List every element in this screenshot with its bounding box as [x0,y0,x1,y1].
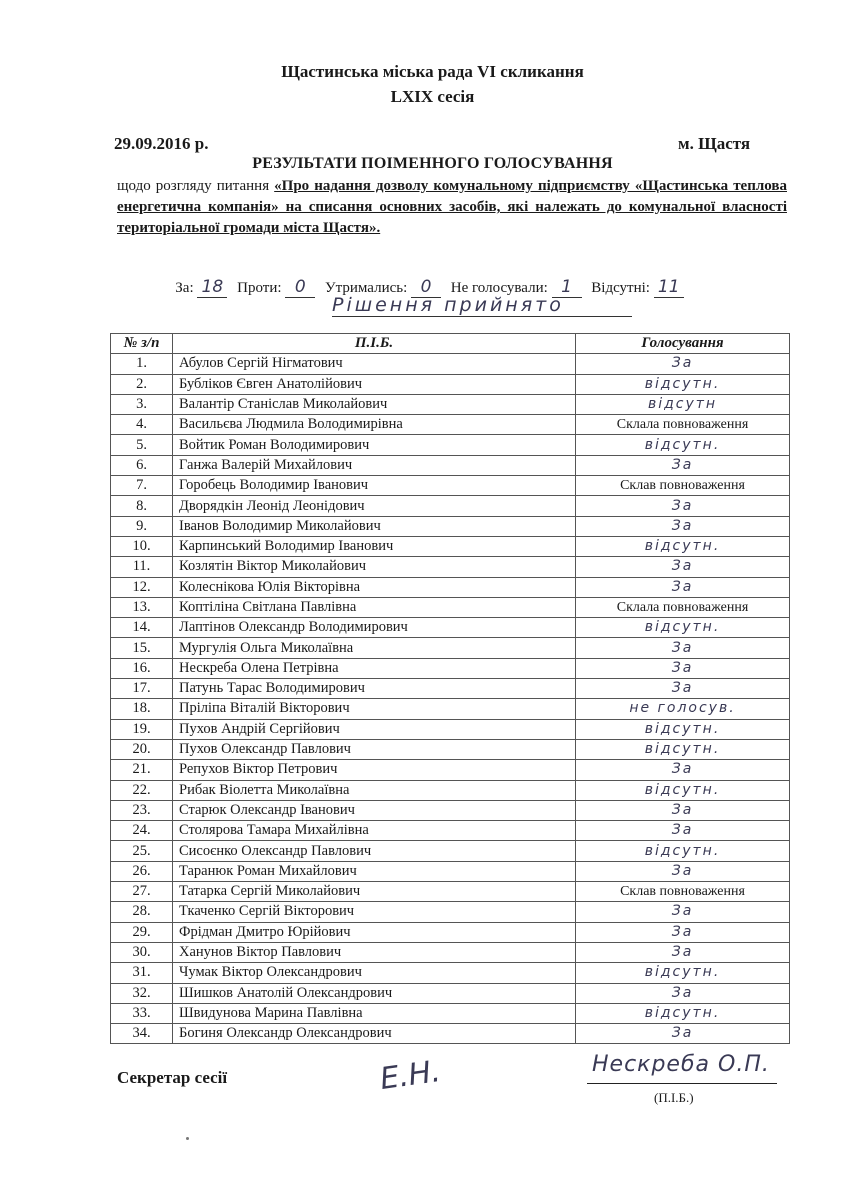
table-row [111,861,790,881]
table-row [111,983,790,1003]
row-name: Репухов Віктор Петрович [173,760,576,780]
secretary-signature: Е.Н. [377,1053,443,1098]
row-name: Столярова Тамара Михайлівна [173,821,576,841]
table-row [111,739,790,759]
row-vote: Склала повноваження [576,597,790,617]
row-number: 32. [111,983,173,1003]
row-number: 34. [111,1024,173,1044]
council-title: Щастинська міська рада VI скликання [281,62,584,81]
row-vote: За [576,658,790,678]
document-city: м. Щастя [678,134,751,153]
row-name: Ганжа Валерій Михайлович [173,455,576,475]
table-row [111,638,790,658]
row-number: 29. [111,922,173,942]
table-row [111,1003,790,1023]
table-row [111,597,790,617]
row-number: 22. [111,780,173,800]
row-name: Патунь Тарас Володимирович [173,679,576,699]
row-name: Колеснікова Юлія Вікторівна [173,577,576,597]
row-vote: Склав повноваження [576,476,790,496]
row-number: 30. [111,942,173,962]
row-number: 12. [111,577,173,597]
table-row [111,658,790,678]
against-value: 0 [285,277,315,298]
row-vote: відсутн. [576,963,790,983]
results-title: РЕЗУЛЬТАТИ ПОІМЕННОГО ГОЛОСУВАННЯ [252,155,613,172]
row-number: 24. [111,821,173,841]
signed-name: Нескреба О.П. [592,1052,770,1077]
voting-table [110,333,790,1044]
table-row [111,922,790,942]
row-name: Козлятін Віктор Миколайович [173,557,576,577]
row-name: Пріліпа Віталій Вікторович [173,699,576,719]
row-name: Мургулія Ольга Миколаївна [173,638,576,658]
row-vote: відсутн. [576,618,790,638]
row-name: Рибак Віолетта Миколаївна [173,780,576,800]
row-name: Нескреба Олена Петрівна [173,658,576,678]
row-name: Ткаченко Сергій Вікторович [173,902,576,922]
row-number: 11. [111,557,173,577]
row-name: Ханунов Віктор Павлович [173,942,576,962]
row-name: Татарка Сергій Миколайович [173,882,576,902]
row-vote: відсутн [576,394,790,414]
row-vote: За [576,902,790,922]
row-vote: відсутн. [576,374,790,394]
row-number: 9. [111,516,173,536]
row-vote: За [576,496,790,516]
row-name: Фрідман Дмитро Юрійович [173,922,576,942]
subject-topic: «Про надання дозволу комунальному підприємству «Щастинська теплова енергетична компанія» на списання основних засобів, які належать до комунальної власності територіальної громади міста Щастя». [117,178,787,236]
row-number: 4. [111,415,173,435]
row-vote: За [576,821,790,841]
row-vote: відсутн. [576,780,790,800]
row-name: Пухов Олександр Павлович [173,739,576,759]
row-vote: За [576,1024,790,1044]
row-vote: відсутн. [576,435,790,455]
row-number: 15. [111,638,173,658]
table-row [111,496,790,516]
decision-handwritten: Рішення прийнято [332,294,564,316]
not-voted-value: 1 [552,277,582,298]
table-row [111,719,790,739]
row-name: Сисоєнко Олександр Павлович [173,841,576,861]
row-number: 1. [111,354,173,374]
row-vote: За [576,942,790,962]
row-name: Богиня Олександр Олександрович [173,1024,576,1044]
row-number: 13. [111,597,173,617]
scan-speck [186,1137,189,1140]
row-number: 6. [111,455,173,475]
table-row [111,354,790,374]
row-vote: Склала повноваження [576,415,790,435]
table-row [111,679,790,699]
not-voted-label: Не голосували: [450,280,548,296]
table-header-row [111,334,790,354]
table-row [111,760,790,780]
signature-line [587,1083,777,1084]
row-vote: відсутн. [576,841,790,861]
row-number: 2. [111,374,173,394]
row-vote: За [576,516,790,536]
row-vote: Склав повноваження [576,882,790,902]
row-vote: За [576,638,790,658]
row-vote: За [576,679,790,699]
document-date: 29.09.2016 р. [114,134,209,153]
for-label: За: [175,280,194,296]
table-row [111,394,790,414]
row-number: 25. [111,841,173,861]
row-vote: За [576,557,790,577]
row-number: 16. [111,658,173,678]
row-vote: За [576,922,790,942]
row-name: Чумак Віктор Олександрович [173,963,576,983]
row-name: Войтик Роман Володимирович [173,435,576,455]
row-vote: відсутн. [576,536,790,556]
row-vote: За [576,983,790,1003]
row-number: 31. [111,963,173,983]
table-row [111,699,790,719]
row-name: Шишков Анатолій Олександрович [173,983,576,1003]
against-label: Проти: [237,280,282,296]
table-row [111,800,790,820]
row-number: 7. [111,476,173,496]
row-vote: За [576,800,790,820]
header-vote: Голосування [576,334,790,354]
name-caption: (П.І.Б.) [654,1090,694,1105]
row-name: Старюк Олександр Іванович [173,800,576,820]
row-vote: За [576,455,790,475]
table-row [111,435,790,455]
row-number: 27. [111,882,173,902]
row-number: 26. [111,861,173,881]
row-number: 19. [111,719,173,739]
table-row [111,963,790,983]
table-row [111,516,790,536]
row-name: Карпинський Володимир Іванович [173,536,576,556]
row-number: 28. [111,902,173,922]
table-row [111,415,790,435]
row-vote: відсутн. [576,719,790,739]
row-name: Абулов Сергій Нігматович [173,354,576,374]
table-row [111,821,790,841]
subject-prefix: щодо розгляду питання [117,178,275,194]
table-row [111,942,790,962]
row-number: 17. [111,679,173,699]
row-name: Таранюк Роман Михайлович [173,861,576,881]
row-vote: За [576,861,790,881]
row-number: 21. [111,760,173,780]
table-row [111,841,790,861]
header-number: № з/п [111,334,173,354]
row-vote: За [576,760,790,780]
header-name: П.І.Б. [173,334,576,354]
table-row [111,557,790,577]
row-vote: За [576,354,790,374]
table-row [111,882,790,902]
table-row [111,536,790,556]
decision-underline [332,316,632,317]
table-row [111,455,790,475]
row-number: 33. [111,1003,173,1023]
row-number: 14. [111,618,173,638]
table-row [111,1024,790,1044]
session-title: LXIX сесія [390,87,475,106]
row-name: Коптіліна Світлана Павлівна [173,597,576,617]
absent-label: Відсутні: [591,280,650,296]
subject-paragraph [117,176,787,239]
row-vote: За [576,577,790,597]
absent-value: 11 [654,277,684,298]
table-row [111,374,790,394]
row-name: Васильєва Людмила Володимирівна [173,415,576,435]
row-name: Іванов Володимир Миколайович [173,516,576,536]
row-vote: відсутн. [576,739,790,759]
row-name: Пухов Андрій Сергійович [173,719,576,739]
row-number: 20. [111,739,173,759]
row-number: 5. [111,435,173,455]
for-value: 18 [197,277,227,298]
abstained-label: Утримались: [325,280,408,296]
row-name: Валантір Станіслав Миколайович [173,394,576,414]
abstained-value: 0 [411,277,441,298]
row-number: 8. [111,496,173,516]
row-number: 18. [111,699,173,719]
table-row [111,780,790,800]
row-name: Дворядкін Леонід Леонідович [173,496,576,516]
row-name: Лаптінов Олександр Володимирович [173,618,576,638]
table-row [111,577,790,597]
table-row [111,476,790,496]
row-number: 10. [111,536,173,556]
row-vote: відсутн. [576,1003,790,1023]
row-number: 3. [111,394,173,414]
row-vote: не голосув. [576,699,790,719]
table-row [111,618,790,638]
row-name: Горобець Володимир Іванович [173,476,576,496]
secretary-label: Секретар сесії [117,1068,228,1087]
row-number: 23. [111,800,173,820]
row-name: Бубліков Євген Анатолійович [173,374,576,394]
table-row [111,902,790,922]
row-name: Швидунова Марина Павлівна [173,1003,576,1023]
